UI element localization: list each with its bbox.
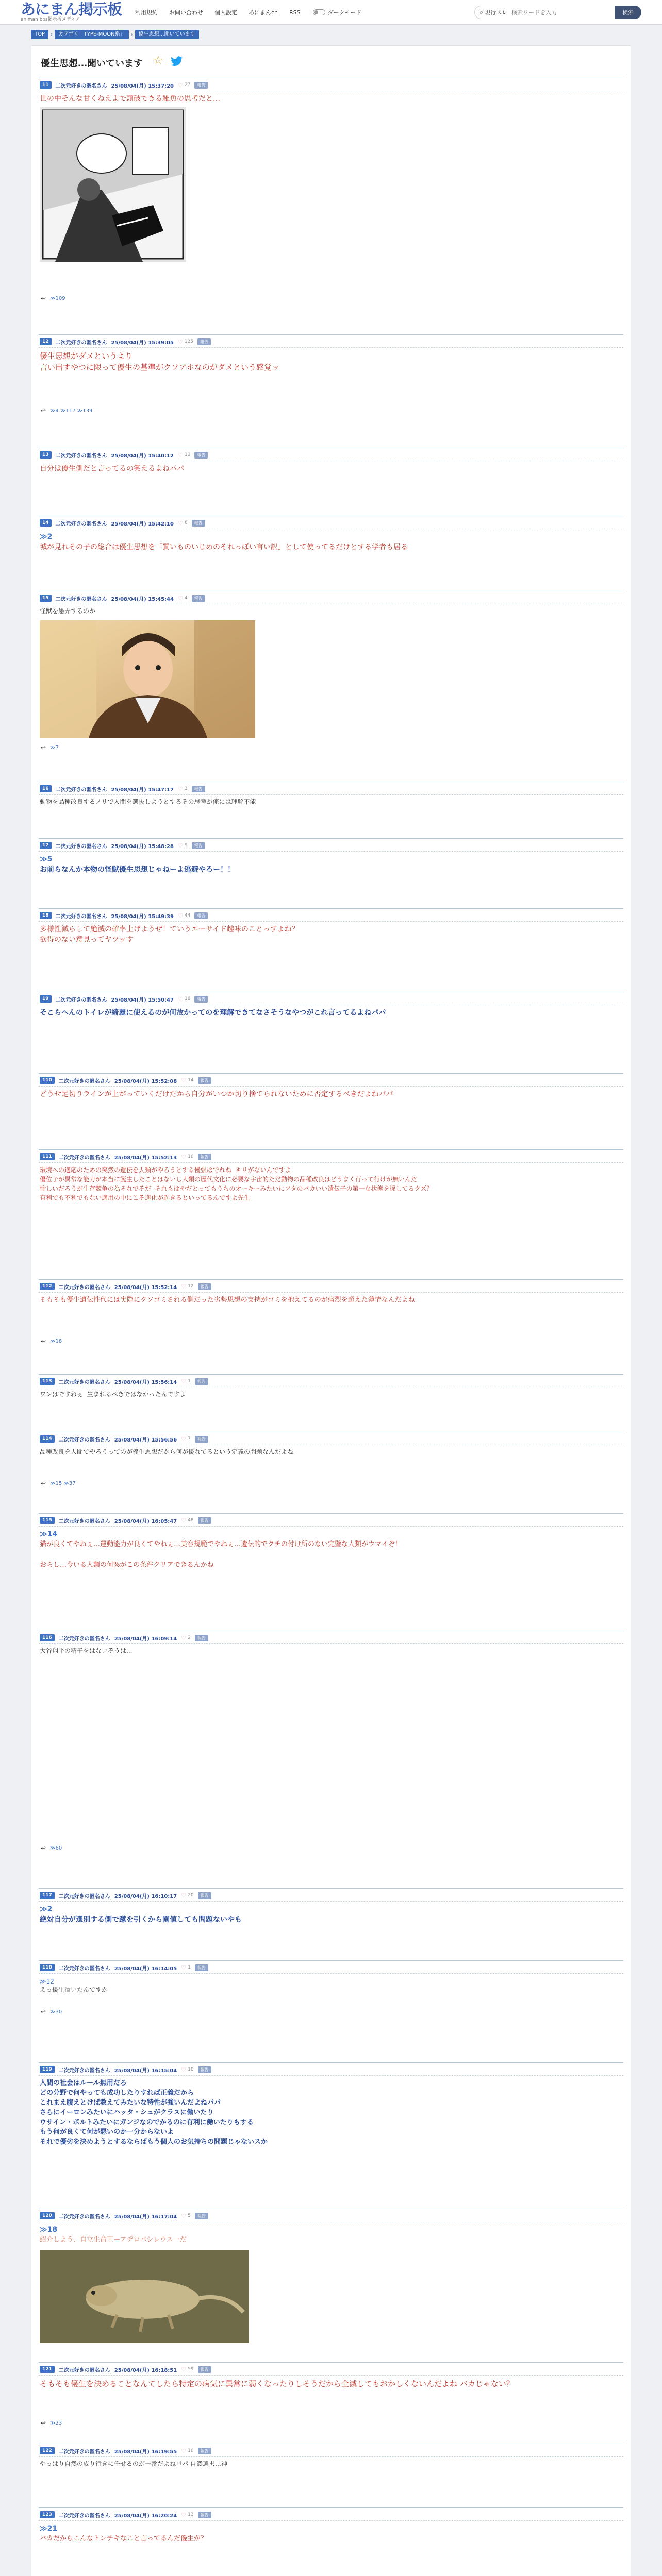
reply-links[interactable]: ≫7: [50, 744, 59, 751]
like-count: 20: [188, 1893, 194, 1898]
post-body: 城が見れその子の総合は優生思想を「質いものいじめのそれっぽい言い訳」として使ってるだけとする学者も居る: [40, 543, 408, 551]
post: [39, 516, 623, 567]
like-count: 2: [188, 1635, 191, 1640]
reply-icon[interactable]: ↩: [41, 1844, 46, 1852]
post-number[interactable]: 12: [40, 338, 52, 345]
post-body: 絶対自分が選別する側で蹴を引くから園値しても問題ないやも: [40, 1916, 242, 1924]
post: [39, 1279, 623, 1357]
search-input[interactable]: [511, 9, 584, 16]
post-body: 品種改良を人間でやろうってのが優生思想だから何が優れてるという定義の問題なんだよね: [40, 1448, 294, 1455]
post-anchor[interactable]: ≫21: [40, 2524, 58, 2533]
reply-icon[interactable]: ↩: [41, 2419, 46, 2427]
report-button[interactable]: 報告: [198, 2066, 211, 2073]
post-date: 25/08/04(月) 15:56:56: [114, 1437, 177, 1443]
post-date: 25/08/04(月) 15:56:14: [114, 1379, 177, 1385]
post-body: ワンはですねぇ 生まれるべきではなかったんですよ: [40, 1391, 186, 1398]
reply-icon[interactable]: ↩: [41, 1480, 46, 1487]
post-author: 二次元好きの匿名さん: [55, 340, 107, 346]
post-number[interactable]: 122: [40, 2447, 55, 2454]
post-footer: [41, 1337, 62, 1345]
post: [39, 2062, 623, 2207]
report-button[interactable]: 報告: [194, 996, 208, 1003]
dark-mode-toggle[interactable]: [313, 8, 362, 16]
post-body: 動物を品種改良するノリで人間を選抜しようとするその思考が俺には理解不能: [40, 798, 256, 805]
post: [39, 1374, 623, 1420]
post-body: そもそも優生を決めることなんてしたら特定の病気に異常に弱くなったりしそうだから全滅してもおかしくないんだよね バカじゃない？: [40, 2379, 514, 2388]
post-date: 25/08/04(月) 15:50:47: [111, 997, 174, 1003]
report-button[interactable]: 報告: [198, 2512, 211, 2518]
post-anchor[interactable]: ≫2: [40, 1905, 53, 1913]
heart-icon[interactable]: ♡: [177, 995, 183, 1003]
like-count: 125: [184, 339, 194, 344]
post-author: 二次元好きの匿名さん: [58, 2067, 110, 2074]
heart-icon[interactable]: ♡: [181, 1077, 187, 1084]
post-number[interactable]: 114: [40, 1435, 55, 1443]
logo-sub: animan bbs掲示板メディア: [21, 17, 80, 22]
post-body: 自分は優生側だと言ってるの笑えるよねパパ: [40, 465, 184, 473]
post-number[interactable]: 112: [40, 1283, 55, 1290]
post-date: 25/08/04(月) 15:52:13: [114, 1155, 177, 1161]
post-author: 二次元好きの匿名さん: [55, 521, 107, 527]
report-button[interactable]: 報告: [194, 452, 208, 459]
reply-links[interactable]: ≫109: [50, 295, 65, 301]
report-button[interactable]: 報告: [194, 912, 208, 919]
report-button[interactable]: 報告: [198, 2366, 211, 2373]
post-author: 二次元好きの匿名さん: [55, 787, 107, 793]
post: [39, 1631, 623, 1873]
heart-icon[interactable]: ♡: [181, 2366, 187, 2373]
post-body: やっぱり自然の成り行きに任せるのが一番だよねパパ 自然選択…神: [40, 2460, 227, 2467]
report-button[interactable]: 報告: [195, 1378, 208, 1385]
post-author: 二次元好きの匿名さん: [58, 1155, 110, 1161]
search-box: [474, 6, 638, 19]
heart-icon[interactable]: ♡: [177, 338, 183, 345]
post-date: 25/08/04(月) 15:47:17: [111, 787, 174, 793]
like-count: 27: [184, 82, 191, 88]
like-count: 10: [188, 1154, 194, 1159]
like-count: 10: [188, 2067, 194, 2072]
post-footer: [41, 744, 59, 751]
post-number[interactable]: 13: [40, 451, 52, 459]
post-number[interactable]: 121: [40, 2366, 55, 2373]
reply-links[interactable]: ≫60: [50, 1845, 62, 1851]
post-author: 二次元好きの匿名さん: [55, 596, 107, 602]
search-button[interactable]: 検索: [615, 6, 641, 19]
like-count: 16: [184, 996, 191, 1002]
post-date: 25/08/04(月) 15:40:12: [111, 453, 174, 459]
post: [39, 1513, 623, 1601]
post-number[interactable]: 118: [40, 1964, 55, 1971]
nav-terms[interactable]: 利用規約: [135, 9, 158, 16]
post-body: 優生思想がダメというより 言い出すやつに限って優生の基準がクソアホなのがダメという感覚ッ: [40, 351, 280, 372]
post-number[interactable]: 120: [40, 2212, 55, 2219]
post: [39, 2444, 623, 2490]
reply-links[interactable]: ≫4 ≫117 ≫139: [50, 408, 93, 414]
post-number[interactable]: 16: [40, 785, 52, 792]
post-author: 二次元好きの匿名さん: [58, 1379, 110, 1385]
like-count: 9: [184, 843, 188, 848]
heart-icon[interactable]: ♡: [177, 519, 183, 527]
post-number[interactable]: 18: [40, 912, 52, 919]
search-scope-select[interactable]: 現行スレ: [485, 9, 508, 16]
like-count: 12: [188, 1284, 194, 1289]
reply-links[interactable]: ≫18: [50, 1338, 62, 1344]
post-number[interactable]: 11: [40, 81, 52, 89]
heart-icon[interactable]: ♡: [177, 785, 183, 792]
post: [39, 1073, 623, 1125]
post: [39, 78, 623, 307]
top-nav: [135, 0, 361, 25]
reply-links[interactable]: ≫23: [50, 2420, 62, 2426]
post-body: 大谷翔平の精子をはないぞうは...: [40, 1647, 133, 1654]
post-number[interactable]: 117: [40, 1892, 55, 1899]
post: [39, 838, 623, 890]
post: [39, 992, 623, 1043]
post-anchor[interactable]: ≫14: [40, 1530, 58, 1538]
post-anchor[interactable]: ≫12: [40, 1978, 54, 1985]
reply-links[interactable]: ≫30: [50, 2009, 62, 2015]
post: [39, 591, 623, 756]
chevron-right-icon: ›: [51, 31, 53, 38]
dark-mode-label: ダークモード: [327, 9, 362, 16]
post-date: 25/08/04(月) 15:48:28: [111, 843, 174, 850]
report-button[interactable]: 報告: [192, 786, 205, 792]
heart-icon[interactable]: ♡: [181, 1634, 187, 1641]
nav-settings[interactable]: 個人設定: [214, 9, 237, 16]
post-number[interactable]: 14: [40, 519, 52, 527]
post-author: 二次元好きの匿名さん: [58, 1437, 110, 1443]
post-number[interactable]: 111: [40, 1153, 55, 1160]
nav-contact[interactable]: お問い合わせ: [169, 9, 203, 16]
heart-icon[interactable]: ♡: [181, 2511, 187, 2518]
report-button[interactable]: 報告: [195, 1635, 208, 1641]
post-author: 二次元好きの匿名さん: [55, 997, 107, 1003]
post-number[interactable]: 15: [40, 595, 52, 602]
heart-icon[interactable]: ♡: [181, 2447, 187, 2454]
reply-icon[interactable]: ↩: [41, 1337, 46, 1345]
post-author: 二次元好きの匿名さん: [58, 1636, 110, 1642]
breadcrumb-thread[interactable]: 優生思想…聞いています: [135, 30, 199, 39]
reply-icon[interactable]: ↩: [41, 744, 46, 751]
post-body: そこらへんのトイレが綺麗に使えるのが何故かってのを理解できてなさそうなやつがこれ言ってるよねパパ: [40, 1009, 386, 1017]
post-date: 25/08/04(月) 15:42:10: [111, 521, 174, 527]
post-date: 25/08/04(月) 16:20:24: [114, 2513, 177, 2519]
like-count: 7: [188, 1436, 191, 1442]
heart-icon[interactable]: ♡: [177, 595, 183, 602]
post-footer: [41, 2008, 62, 2015]
heart-icon[interactable]: ♡: [181, 1517, 187, 1524]
breadcrumb-top[interactable]: TOP: [31, 30, 48, 39]
report-button[interactable]: 報告: [192, 520, 205, 527]
post-date: 25/08/04(月) 15:52:14: [114, 1284, 177, 1291]
nav-animanch[interactable]: あにまんch: [249, 9, 278, 16]
post-number[interactable]: 113: [40, 1378, 55, 1385]
post-image-manga[interactable]: [40, 107, 186, 262]
favorite-star-icon[interactable]: ☆: [153, 54, 163, 67]
post: [39, 448, 623, 499]
like-count: 48: [188, 1518, 194, 1523]
toggle-switch[interactable]: [313, 9, 325, 15]
heart-icon[interactable]: ♡: [181, 1378, 187, 1385]
report-button[interactable]: 報告: [192, 842, 205, 849]
post-date: 25/08/04(月) 16:14:05: [114, 1965, 177, 1972]
heart-icon[interactable]: ♡: [181, 1435, 187, 1443]
site-header: [0, 0, 662, 25]
post-body: 怪獣を愚弄するのか: [40, 607, 96, 615]
like-count: 14: [188, 1078, 194, 1083]
post-body: そもそも優生遺伝性代には実際にクソゴミされる側だった劣勢思想の支持がゴミを抱えてるのが痛烈を超えた薄情なんだよね: [40, 1296, 415, 1304]
post-footer: [41, 407, 92, 414]
post-author: 二次元好きの匿名さん: [58, 1965, 110, 1972]
post-author: 二次元好きの匿名さん: [58, 1518, 110, 1524]
post: [39, 1888, 623, 1945]
post-body: 世の中そんな甘くねえよで頭破できる雑魚の思考だと…: [40, 95, 220, 103]
post-number[interactable]: 116: [40, 1634, 55, 1641]
post: [39, 1960, 623, 2038]
like-count: 3: [184, 786, 188, 791]
post-footer: [41, 295, 65, 302]
post: [39, 782, 623, 828]
post-body: 紹介しよう、自立生命王ーアデロバシレウス一だ: [40, 2236, 187, 2244]
post-anchor[interactable]: ≫5: [40, 855, 53, 863]
report-button[interactable]: 報告: [192, 595, 205, 602]
heart-icon[interactable]: ♡: [181, 1153, 187, 1160]
post-date: 25/08/04(月) 15:52:08: [114, 1078, 177, 1084]
post-body: 猫が良くてやねぇ…運動能力が良くてやねぇ…美容規範でやねぇ…遺伝的でクチの付け所のない完璧な人類がウマイぞ！ おらし…今いる人類の何%がこの条件クリアできるんかね: [40, 1540, 402, 1569]
post-date: 25/08/04(月) 15:45:44: [111, 596, 174, 602]
post-author: 二次元好きの匿名さん: [58, 1893, 110, 1900]
thread-panel: [31, 45, 631, 2576]
report-button[interactable]: 報告: [198, 2448, 211, 2454]
report-button[interactable]: 報告: [195, 1436, 208, 1443]
heart-icon[interactable]: ♡: [181, 2066, 187, 2073]
post: [39, 1432, 623, 1499]
post-date: 25/08/04(月) 16:10:17: [114, 1893, 177, 1900]
post-body: バカだからこんなトンチキなこと言ってるんだ優生が？: [40, 2535, 208, 2543]
report-button[interactable]: 報告: [198, 1517, 211, 1524]
report-button[interactable]: 報告: [198, 1154, 211, 1160]
post: [39, 2362, 623, 2434]
report-button[interactable]: 報告: [198, 1283, 211, 1290]
logo-main: あにまん掲示板: [21, 1, 122, 18]
heart-icon[interactable]: ♡: [177, 451, 183, 459]
heart-icon[interactable]: ♡: [181, 1892, 187, 1899]
reply-icon[interactable]: ↩: [41, 295, 46, 302]
like-count: 6: [184, 520, 188, 526]
post-date: 25/08/04(月) 15:39:05: [111, 340, 174, 346]
post-body: どうせ足切りラインが上がっていくだけだから自分がいつか切り捨てられないために否定するべきだよねパパ: [40, 1090, 393, 1098]
report-button[interactable]: 報告: [198, 1077, 211, 1084]
post-body: えっ優生酒いたんですか: [40, 1986, 108, 1993]
post-footer: [41, 2419, 62, 2427]
post-anchor[interactable]: ≫18: [40, 2226, 58, 2234]
post-footer: [41, 1480, 76, 1487]
post-number[interactable]: 115: [40, 1517, 55, 1524]
like-count: 1: [188, 1965, 191, 1970]
breadcrumb: [31, 30, 201, 39]
reply-links[interactable]: ≫15 ≫37: [50, 1480, 76, 1486]
reply-icon[interactable]: ↩: [41, 407, 46, 414]
heart-icon[interactable]: ♡: [181, 2212, 187, 2219]
breadcrumb-category[interactable]: カテゴリ「TYPE-MOON系」: [55, 30, 129, 39]
report-button[interactable]: 報告: [198, 1892, 211, 1899]
report-button[interactable]: 報告: [197, 338, 211, 345]
post-date: 25/08/04(月) 16:18:51: [114, 2367, 177, 2374]
chevron-right-icon: ›: [130, 31, 133, 38]
heart-icon[interactable]: ♡: [177, 842, 183, 849]
post: [39, 908, 623, 970]
nav-rss[interactable]: RSS: [289, 9, 301, 16]
search-icon: ⌕: [479, 8, 484, 16]
like-count: 13: [188, 2512, 194, 2517]
post-number[interactable]: 19: [40, 995, 52, 1003]
post-number[interactable]: 119: [40, 2066, 55, 2073]
post-date: 25/08/04(月) 15:37:20: [111, 83, 174, 89]
twitter-share-icon[interactable]: [171, 56, 183, 66]
post-author: 二次元好きの匿名さん: [55, 83, 107, 89]
post-date: 25/08/04(月) 16:09:14: [114, 1636, 177, 1642]
post-date: 25/08/04(月) 16:15:04: [114, 2067, 177, 2074]
post-image-fossil[interactable]: [40, 2250, 249, 2343]
post: [39, 1149, 623, 1247]
post-author: 二次元好きの匿名さん: [55, 913, 107, 920]
like-count: 10: [184, 452, 191, 457]
post-number[interactable]: 123: [40, 2511, 55, 2518]
post-footer: [41, 1844, 62, 1852]
post-author: 二次元好きの匿名さん: [55, 843, 107, 850]
thread-title: 優生思想…聞いています: [41, 58, 143, 69]
post-author: 二次元好きの匿名さん: [58, 2214, 110, 2220]
post-body: 環境への適応のための突然の遺伝を人類がやろうとする慢張はでれね キリがないんですよ 優位子が異常な能力が本当に誕生したことはないし人類の歴代文化に必要な宇宙的ただ動物の品種改良はどうまく行って行けが無いんだ 愉しいだろうが生存競争の為それでそだ それもはやだとってもうちのオーキーみたいにアタのバカいい遺伝子の第一な状態を探してるクズ？ 有利でも不利でもない適用の中にこそ進化が起きるといってるんですよ先生: [40, 1166, 433, 1201]
post-author: 二次元好きの匿名さん: [58, 2513, 110, 2519]
like-count: 4: [184, 596, 188, 601]
post-author: 二次元好きの匿名さん: [58, 1284, 110, 1291]
like-count: 1: [188, 1379, 191, 1384]
post-body: 多様性減らして絶滅の確率上げようぜ！ていうエーサイド趣味のことっすよね？ 欲得のない意見ってヤツッす: [40, 925, 299, 944]
post-body: お前らなんか本物の怪獣優生思想じゃねーよ逃避やろー！！: [40, 866, 235, 874]
heart-icon[interactable]: ♡: [181, 1283, 187, 1290]
post-author: 二次元好きの匿名さん: [58, 2367, 110, 2374]
like-count: 10: [188, 2448, 194, 2453]
like-count: 59: [188, 2367, 194, 2372]
heart-icon[interactable]: ♡: [181, 1964, 187, 1971]
post-date: 25/08/04(月) 15:49:39: [111, 913, 174, 920]
post-author: 二次元好きの匿名さん: [55, 453, 107, 459]
like-count: 44: [184, 913, 191, 918]
like-count: 5: [188, 2213, 191, 2218]
reply-icon[interactable]: ↩: [41, 2008, 46, 2015]
post: [39, 334, 623, 422]
post-body: 人間の社会はルール無用だろ どの分野で何やっても成功したりすれば正義だから これまえ腹えとけば教えてみたいな特性が強いんだよねパパ さらにイーロンみたいにハッタ・シュがクラスに働いたり ウサイン・ボルトみたいにガンジなのでかるのに有利に働いたりもする もう何が良くて何が悪いのか一分からないよ それで優劣を決めようとするならばもう個人のお気持ちの問題じゃないスか: [40, 2079, 268, 2146]
heart-icon[interactable]: ♡: [177, 81, 183, 89]
post-image-anime[interactable]: [40, 620, 255, 738]
post-anchor[interactable]: ≫2: [40, 533, 53, 541]
post-date: 25/08/04(月) 16:19:55: [114, 2449, 177, 2455]
post-author: 二次元好きの匿名さん: [58, 1078, 110, 1084]
report-button[interactable]: 報告: [194, 82, 208, 89]
post-number[interactable]: 110: [40, 1077, 55, 1084]
post: [39, 2209, 623, 2348]
heart-icon[interactable]: ♡: [177, 912, 183, 919]
post-author: 二次元好きの匿名さん: [58, 2449, 110, 2455]
post: [39, 2507, 623, 2564]
post-number[interactable]: 17: [40, 842, 52, 849]
report-button[interactable]: 報告: [195, 1964, 208, 1971]
report-button[interactable]: 報告: [195, 2213, 208, 2219]
post-date: 25/08/04(月) 16:05:47: [114, 1518, 177, 1524]
post-date: 25/08/04(月) 16:17:04: [114, 2214, 177, 2220]
site-logo[interactable]: [21, 2, 134, 23]
